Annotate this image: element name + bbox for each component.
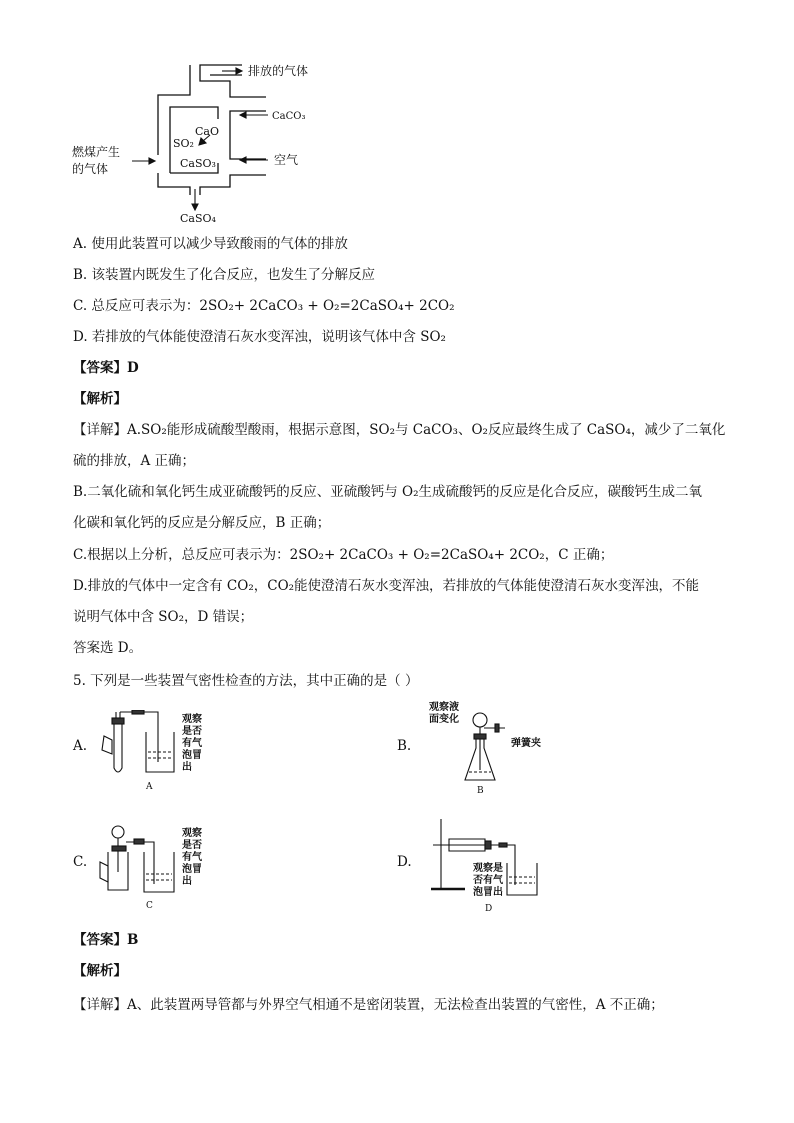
q5-option-a-label: A.	[73, 738, 88, 754]
figure-c-note-2: 是否	[182, 840, 202, 851]
q4-explain-line-5: C.根据以上分析，总反应可表示为：2SO₂+ 2CaCO₃ + O₂=2CaSO₄+ 2CO₂，C 正确；	[73, 547, 614, 563]
exhaust-label: 排放的气体	[248, 64, 309, 78]
q4-explain-line-6: D.排放的气体中一定含有 CO₂，CO₂能使澄清石灰水变浑浊，若排放的气体能使澄清石灰水变浑浊，不能	[73, 578, 700, 594]
air-label: 空气	[274, 153, 299, 167]
figure-d-note-2: 否有气	[473, 875, 503, 886]
cao-label: CaO	[195, 125, 219, 138]
figure-b-note-2: 面变化	[429, 714, 459, 725]
desulfurization-diagram	[70, 55, 320, 230]
caco3-label: CaCO₃	[272, 111, 306, 122]
q4-option-a: A. 使用此装置可以减少导致酸雨的气体的排放	[73, 236, 348, 252]
q4-option-c: C. 总反应可表示为：2SO₂+ 2CaCO₃ + O₂=2CaSO₄+ 2CO₂	[73, 298, 455, 314]
q5-analysis-title: 【解析】	[73, 963, 127, 979]
so2-label: SO₂	[173, 137, 194, 150]
coal-gas-label-2: 的气体	[72, 162, 109, 176]
figure-b-note-1: 观察液	[429, 702, 459, 713]
q5-option-b-label: B.	[397, 738, 412, 754]
figure-d-note-3: 泡冒出	[473, 887, 503, 898]
figure-c-note-4: 泡冒	[182, 864, 202, 875]
figure-a-note-2: 是否	[182, 726, 202, 737]
q5-explain-line-1: 【详解】A、此装置两导管都与外界空气相通不是密闭装置，无法检查出装置的气密性，A 不正确；	[73, 997, 664, 1013]
q5-option-c-label: C.	[73, 854, 88, 870]
q4-explain-line-4: 化碳和氧化钙的反应是分解反应，B 正确；	[73, 515, 331, 531]
figure-d-caption: D	[485, 904, 493, 914]
figure-d-apparatus	[425, 815, 565, 915]
q4-explain-line-3: B.二氧化硫和氧化钙生成亚硫酸钙的反应、亚硫酸钙与 O₂生成硫酸钙的反应是化合反应，碳酸钙生成二氧	[73, 484, 702, 500]
figure-c-apparatus	[98, 822, 228, 914]
coal-gas-label-1: 燃煤产生	[72, 145, 121, 159]
figure-c-note-1: 观察	[182, 828, 202, 839]
q4-analysis-title: 【解析】	[73, 391, 127, 407]
q4-answer: 【答案】D	[73, 360, 139, 376]
caso4-label: CaSO₄	[180, 212, 216, 225]
figure-a-note-5: 出	[182, 762, 192, 773]
figure-a-apparatus	[98, 710, 228, 792]
q4-explain-line-7: 说明气体中含 SO₂，D 错误；	[73, 609, 254, 625]
q4-explain-line-1: 【详解】A.SO₂能形成硫酸型酸雨，根据示意图，SO₂与 CaCO₃、O₂反应最终生成了 CaSO₄，减少了二氧化	[73, 422, 726, 438]
figure-a-note-4: 泡冒	[182, 750, 202, 761]
figure-c-note-5: 出	[182, 876, 192, 887]
figure-a-caption: A	[146, 782, 153, 792]
figure-a-note-3: 有气	[182, 738, 202, 749]
figure-d-note-1: 观察是	[473, 863, 503, 874]
figure-b-apparatus	[425, 700, 555, 796]
q4-option-b: B. 该装置内既发生了化合反应，也发生了分解反应	[73, 267, 376, 283]
figure-b-caption: B	[477, 786, 484, 796]
figure-c-note-3: 有气	[182, 852, 202, 863]
figure-a-note-1: 观察	[182, 714, 202, 725]
q4-explain-line-8: 答案选 D。	[73, 640, 143, 656]
q4-option-d: D. 若排放的气体能使澄清石灰水变浑浊，说明该气体中含 SO₂	[73, 329, 446, 345]
q5-stem: 5. 下列是一些装置气密性检查的方法，其中正确的是（ ）	[73, 673, 419, 689]
figure-c-caption: C	[146, 901, 153, 911]
q5-option-d-label: D.	[397, 854, 412, 870]
q5-answer: 【答案】B	[73, 932, 139, 948]
caso3-label: CaSO₃	[180, 157, 216, 170]
figure-b-clip-label: 弹簧夹	[511, 738, 541, 749]
q4-explain-line-2: 硫的排放，A 正确；	[73, 453, 196, 469]
